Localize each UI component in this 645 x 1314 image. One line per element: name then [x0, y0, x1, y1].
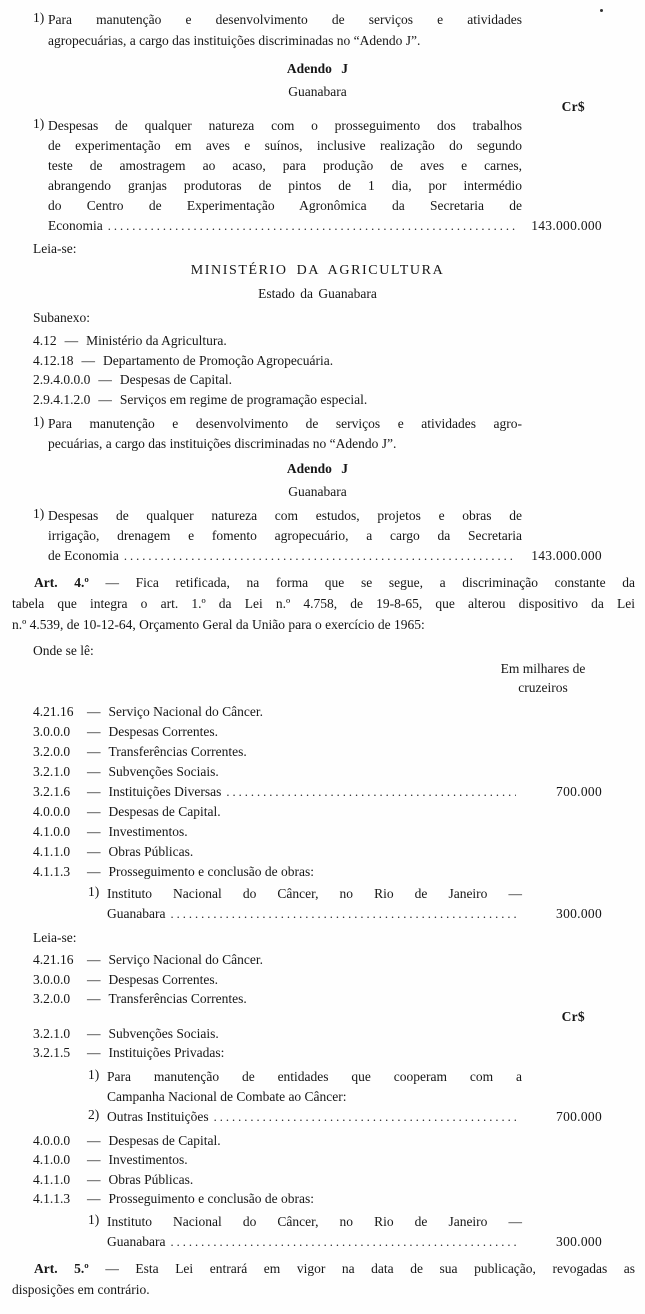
item-marker: 1) [88, 1211, 100, 1227]
dash: — [64, 333, 79, 348]
leader-word: Outras Instituições [107, 1108, 209, 1124]
onde-se-le-list [0, 702, 645, 882]
dotted-leader [119, 546, 516, 566]
sub-item-campanha [88, 1067, 602, 1107]
dash: — [87, 864, 101, 879]
article-text: n.º 4.539, de 10-12-64, Orçamento Geral da União para o exercício de 1965: [12, 617, 425, 632]
budget-item-line: Despesas de qualquer natureza com o prosseguimento dos trabalhos [48, 118, 522, 133]
code: 3.2.0.0 [33, 991, 71, 1006]
ministry-title: MINISTÉRIO DA AGRICULTURA [190, 263, 445, 278]
dash: — [87, 784, 101, 799]
code: 4.12 [33, 333, 57, 348]
budget-item-line: abrangendo granjas produtoras de pintos de 1 dia, por intermédio [48, 178, 522, 193]
budget-code-line [33, 862, 602, 882]
amount-value: 300.000 [556, 1233, 602, 1249]
code-label: Transferências Correntes. [108, 991, 247, 1006]
code-label: Serviços em regime de programação especial. [119, 391, 368, 407]
dash: — [87, 1132, 101, 1148]
dotted-leader [221, 782, 516, 802]
code-label: Despesas Correntes. [108, 724, 218, 739]
dash: — [87, 724, 101, 739]
code-label: Serviço Nacional do Câncer. [108, 704, 263, 719]
item-marker: 1) [33, 116, 45, 131]
item-marker: 1) [88, 1066, 100, 1082]
onde-se-le-label: Onde se lê: [33, 643, 94, 658]
article-4-paragraph [12, 572, 635, 635]
budget-code-line [33, 702, 602, 722]
place-heading: Guanabara [288, 484, 347, 499]
budget-code-line [33, 989, 602, 1009]
budget-code-line [33, 970, 602, 990]
code-label: Instituições Privadas: [108, 1045, 225, 1060]
budget-code-line [33, 950, 602, 970]
code: 3.2.0.0 [33, 744, 71, 759]
intro-item-2 [33, 414, 602, 454]
budget-item-aves [33, 116, 602, 236]
budget-item-line: do Centro de Experimentação Agronômica da Secretaria de [48, 198, 522, 213]
budget-item-line: Despesas de qualquer natureza com estudos, projetos e obras de [48, 508, 522, 523]
budget-code-line [33, 1170, 602, 1190]
item-marker: 2) [88, 1106, 100, 1122]
code: 4.1.1.0 [33, 844, 71, 859]
dash: — [87, 1152, 101, 1167]
budget-code-line [33, 1024, 602, 1044]
code-label: Investimentos. [108, 824, 188, 839]
leia-se-label: Leia-se: [33, 241, 77, 256]
article-5-paragraph [12, 1258, 635, 1300]
code: 3.0.0.0 [33, 724, 71, 739]
sub-item-outras [88, 1107, 602, 1127]
item-marker: 1) [88, 884, 100, 899]
adendo-heading: Adendo J [286, 461, 349, 476]
code-label: Instituições Diversas [108, 784, 222, 799]
intro-item-line: pecuárias, a cargo das instituições discriminadas no “Adendo J”. [48, 436, 397, 451]
subanexo-line [33, 351, 602, 371]
dash: — [87, 744, 101, 759]
dash: — [87, 1045, 101, 1060]
code: 2.9.4.1.2.0 [33, 391, 91, 407]
budget-code-line [33, 762, 602, 782]
code-label: Obras Públicas. [108, 1171, 194, 1187]
intro-item-line: Para manutenção e desenvolvimento de serviços e atividades agro- [48, 416, 522, 431]
code: 4.1.1.3 [33, 1191, 71, 1206]
code: 4.21.16 [33, 952, 74, 967]
dash: — [87, 1171, 101, 1187]
leia-se-list-c [0, 1131, 645, 1209]
place-heading: Guanabara [288, 84, 347, 99]
code-label: Subvenções Sociais. [108, 1025, 219, 1041]
leia-se-list-b [0, 1024, 645, 1063]
sub-item-line: Instituto Nacional do Câncer, no Rio de Janeiro — [107, 1213, 522, 1229]
scan-speck [600, 9, 603, 12]
leader-word: Guanabara [107, 1233, 166, 1249]
sub-item-line: Para manutenção de entidades que cooperam com a [107, 1068, 522, 1084]
budget-code-line [33, 782, 602, 802]
ministry-subtitle: Estado da Guanabara [258, 286, 377, 301]
leader-word: de Economia [48, 548, 119, 563]
dash: — [87, 704, 101, 719]
dash: — [87, 824, 101, 839]
item-marker: 1) [33, 506, 45, 521]
amount-value: 300.000 [556, 906, 602, 921]
code: 2.9.4.0.0.0 [33, 372, 91, 387]
dash: — [81, 352, 95, 368]
code-label: Transferências Correntes. [108, 744, 247, 759]
budget-code-line [33, 1131, 602, 1151]
code-label: Prosseguimento e conclusão de obras: [108, 864, 314, 879]
intro-item [33, 10, 602, 51]
dotted-leader [165, 904, 516, 924]
dash: — [98, 391, 112, 407]
article-number: Art. 5.º [34, 1260, 89, 1276]
code-label: Subvenções Sociais. [108, 764, 219, 779]
budget-item-line: teste de amostragem ao acaso, para produção de aves e carnes, [48, 158, 522, 173]
budget-code-line [33, 802, 602, 822]
budget-item-line: irrigação, drenagem e fomento agropecuário, a cargo da Secretaria [48, 528, 522, 543]
budget-code-line [33, 722, 602, 742]
sub-item-instituto [88, 1212, 602, 1252]
subanexo-line [33, 331, 602, 351]
amount-value: 700.000 [556, 1108, 602, 1124]
code-label: Ministério da Agricultura. [86, 333, 227, 348]
leia-se-label: Leia-se: [33, 930, 77, 945]
code-label: Despesas de Capital. [108, 1132, 221, 1148]
code: 4.21.16 [33, 704, 74, 719]
code-label: Despesas de Capital. [119, 372, 232, 387]
article-text: disposições em contrário. [12, 1281, 150, 1297]
code-label: Despesas Correntes. [108, 971, 218, 987]
budget-item-irrigacao [33, 506, 602, 566]
dotted-leader [165, 1232, 516, 1252]
code-label: Obras Públicas. [108, 844, 194, 859]
dotted-leader [209, 1107, 516, 1127]
dash: — [87, 804, 101, 819]
code-label: Departamento de Promoção Agropecuária. [103, 352, 334, 368]
unit-header-line: cruzeiros [518, 679, 568, 695]
budget-code-line [33, 1150, 602, 1170]
amount-value: 143.000.000 [531, 548, 602, 563]
code-label: Prosseguimento e conclusão de obras: [108, 1191, 314, 1206]
budget-code-line [33, 742, 602, 762]
subanexo-line [33, 390, 602, 410]
code-label: Despesas de Capital. [108, 804, 221, 819]
dash: — [87, 844, 101, 859]
code: 4.1.0.0 [33, 1152, 71, 1167]
dash: — [87, 764, 101, 779]
amount-value: 700.000 [556, 784, 602, 799]
subanexo-label: Subanexo: [33, 310, 90, 325]
subanexo-list [0, 331, 645, 409]
dash: — [87, 1025, 101, 1041]
dash: — [87, 991, 101, 1006]
code: 4.0.0.0 [33, 804, 71, 819]
subanexo-line [33, 370, 602, 390]
code: 4.1.0.0 [33, 824, 71, 839]
leader-word: Guanabara [107, 906, 166, 921]
leia-se-list-a [0, 950, 645, 1009]
unit-header-line: Em milhares de [500, 661, 586, 676]
article-text: — Fica retificada, na forma que se segue, a discriminação constante da [105, 575, 635, 590]
budget-code-line [33, 1189, 602, 1209]
leader-word: Economia [48, 218, 103, 233]
sub-item-instituto [88, 884, 602, 924]
code: 3.2.1.0 [33, 1025, 71, 1041]
dash: — [87, 971, 101, 987]
article-number: Art. 4.º [34, 575, 89, 590]
budget-code-line [33, 842, 602, 862]
dash: — [98, 372, 112, 387]
item-marker: 1) [33, 10, 45, 25]
code-label: Investimentos. [108, 1152, 188, 1167]
code: 4.0.0.0 [33, 1132, 71, 1148]
code: 4.12.18 [33, 352, 74, 368]
sub-item-line: Instituto Nacional do Câncer, no Rio de Janeiro — [107, 886, 522, 901]
dash: — [87, 952, 101, 967]
adendo-heading: Adendo J [286, 61, 349, 76]
code: 3.0.0.0 [33, 971, 71, 987]
code: 4.1.1.0 [33, 1171, 71, 1187]
code: 3.2.1.6 [33, 784, 71, 799]
amount-value: 143.000.000 [531, 218, 602, 233]
article-text: — Esta Lei entrará em vigor na data de sua publicação, revogadas as [105, 1260, 636, 1276]
budget-item-line: de experimentação em aves e suínos, inclusive realização do segundo [48, 138, 522, 153]
sub-item-line: Campanha Nacional de Combate ao Câncer: [107, 1088, 347, 1104]
code: 3.2.1.0 [33, 764, 71, 779]
code-label: Serviço Nacional do Câncer. [108, 952, 263, 967]
dotted-leader [103, 216, 516, 236]
code: 3.2.1.5 [33, 1045, 71, 1060]
code: 4.1.1.3 [33, 864, 71, 879]
currency-label: Cr$ [561, 1008, 585, 1024]
intro-item-line: agropecuárias, a cargo das instituições discriminadas no “Adendo J”. [48, 32, 421, 48]
budget-code-line [33, 822, 602, 842]
item-marker: 1) [33, 414, 45, 429]
dash: — [87, 1191, 101, 1206]
unit-header [481, 660, 605, 697]
article-text: tabela que integra o art. 1.º da Lei n.º 4.758, de 19-8-65, que alterou dispositivo da Lei [12, 596, 635, 611]
intro-item-line: Para manutenção e desenvolvimento de serviços e atividades [48, 12, 522, 27]
budget-code-line [33, 1043, 602, 1063]
currency-label: Cr$ [561, 99, 585, 114]
